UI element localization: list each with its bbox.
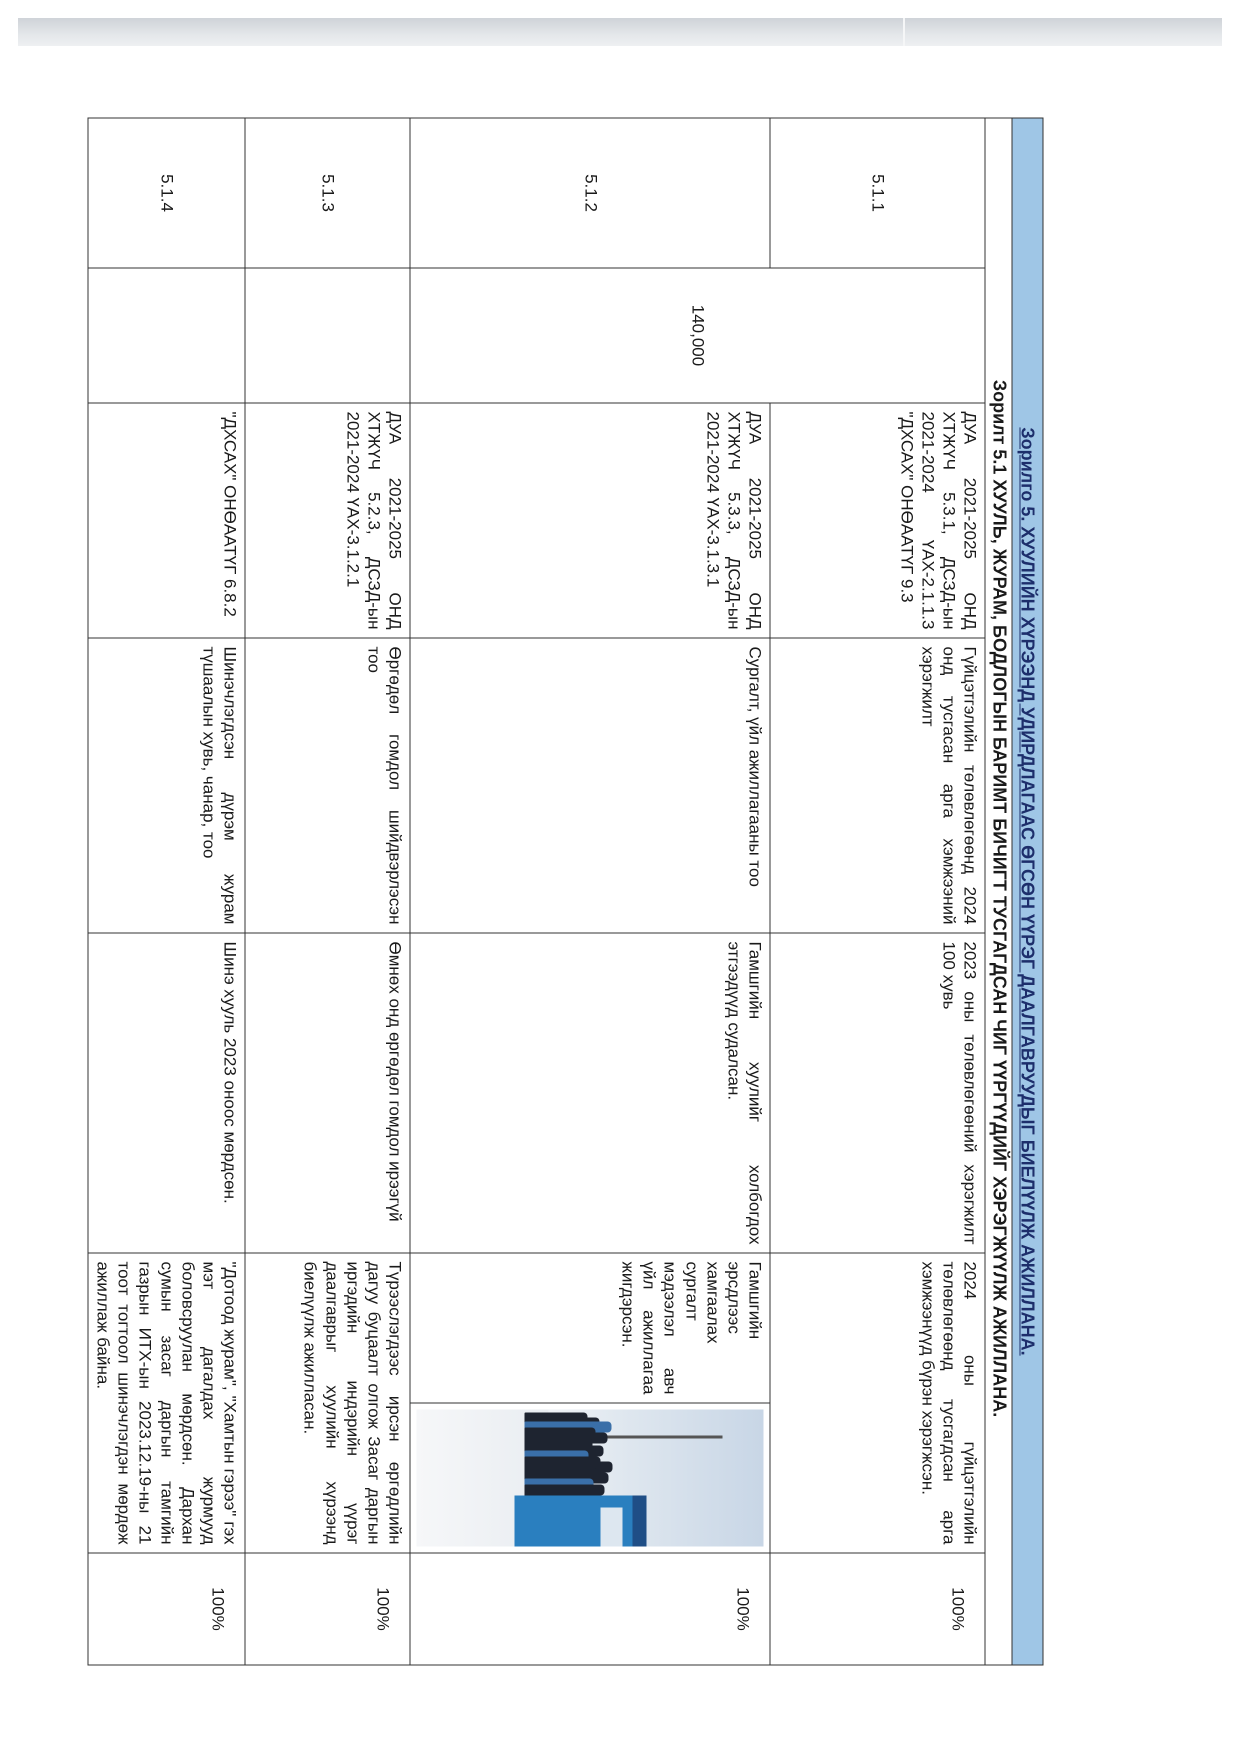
row-result: "Дотоод журам", "Хамтын гэрээ" гэх мэт дагалдах журмууд боловсруулан мөрдсөн. Дархан сумын засаг даргын тамгийн газрын ИТХ-ын 2023.12.19-ны 21 тоот тогтоол шинэчлэгдэн мөрдөж ажиллаж байна.: [88, 1253, 246, 1553]
row-budget: 140,000: [411, 268, 986, 403]
goal-title: Зорилго 5. ХУУЛИЙН ХҮРЭЭНД УДИРДЛАГААС ӨГСӨН ҮҮРЭГ ДААЛГАВРУУДЫГ БИЕЛҮҮЛЖ АЖИЛЛАНА.: [1012, 118, 1043, 1665]
scan-top-bar: [18, 18, 1222, 46]
row-code: 5.1.3: [246, 118, 411, 268]
photo-cell: [411, 1403, 771, 1553]
meeting-photo: [417, 1410, 764, 1547]
row-result: Түрээслэгдээс ирсэн өргөдлийн дагуу буцаалт олгож Засаг даргын иргэдийн индэрийн үүрэг даалгаврыг хуулийн хүрээнд биелүүлж ажилласан.: [246, 1253, 411, 1553]
row-reference: ДУА 2021-2025 ОНД ХТЖҮЧ 5.3.3, ДСЗД-ын 2021-2024 ҮАХ-3.1.3.1: [411, 403, 771, 638]
objective-row: [986, 118, 1013, 1665]
row-budget: [246, 268, 411, 403]
row-percent: 100%: [771, 1553, 986, 1665]
row-reference: ДУА 2021-2025 ОНД ХТЖҮЧ 5.3.1, ДСЗД-ын 2021-2024 ҮАХ-2.1.1.3 "ДХСАХ" ОНӨААТҮГ 9.3: [771, 403, 986, 638]
row-baseline: Гамшгийн хуулийг холбогдох этгээдүүд судалсан.: [411, 933, 771, 1253]
rotated-table-wrapper: [93, 118, 1044, 1665]
row-percent: 100%: [246, 1553, 411, 1665]
row-code: 5.1.1: [771, 118, 986, 268]
row-reference: "ДХСАХ" ОНӨААТҮГ 6.8.2: [88, 403, 246, 638]
scan-seam: [903, 18, 905, 46]
table-row: [88, 118, 246, 1665]
row-indicator: Шинэчлэгдсэн дүрэм журам түшаалын хувь, чанар, тоо: [88, 638, 246, 933]
row-code: 5.1.4: [88, 118, 246, 268]
objective-title: Зорилт 5.1 ХУУЛЬ, ЖУРАМ, БОДЛОГЫН БАРИМТ БИЧИГТ ТУСГАГДСАН ЧИГ ҮҮРГҮҮДИЙГ ХЭРЭГЖҮҮЛЖ АЖИЛЛАНА.: [986, 118, 1013, 1665]
row-indicator: Сургалт, үйл ажиллагааны тоо: [411, 638, 771, 933]
row-baseline: Өмнөх онд өргөдөл гомдол ирээгүй: [246, 933, 411, 1253]
table-row: [771, 118, 986, 1665]
goal-row: [1012, 118, 1043, 1665]
table-row: [246, 118, 411, 1665]
row-result: 2024 оны гүйцэтгэлийн төлөвлөгөөнд тусгагдсан арга хэмжээнүүд бүрэн хэрэгжсэн.: [771, 1253, 986, 1553]
row-percent: 100%: [411, 1553, 771, 1665]
row-indicator: Гүйцэтгэлийн төлөвлөгөөнд 2024 онд тусгасан арга хэмжээний хэрэгжилт: [771, 638, 986, 933]
row-baseline: Шинэ хууль 2023 оноос мөрдсөн.: [88, 933, 246, 1253]
row-budget: [88, 268, 246, 403]
row-result: Гамшгийн эрсдлээс хамгаалах сургалт мэдээлэл авч үйл ажиллагаа жигдэрсэн.: [411, 1253, 771, 1403]
report-table: [87, 118, 1043, 1666]
row-percent: 100%: [88, 1553, 246, 1665]
row-indicator: Өргөдөл гомдол шийдвэрлэсэн тоо: [246, 638, 411, 933]
row-code: 5.1.2: [411, 118, 771, 268]
blue-booth: [514, 1496, 646, 1547]
row-baseline: 2023 оны төлөвлөгөөний хэрэгжилт 100 хувь: [771, 933, 986, 1253]
row-reference: ДУА 2021-2025 ОНД ХТЖҮЧ 5.2.3, ДСЗД-ын 2021-2024 ҮАХ-3.1.2.1: [246, 403, 411, 638]
